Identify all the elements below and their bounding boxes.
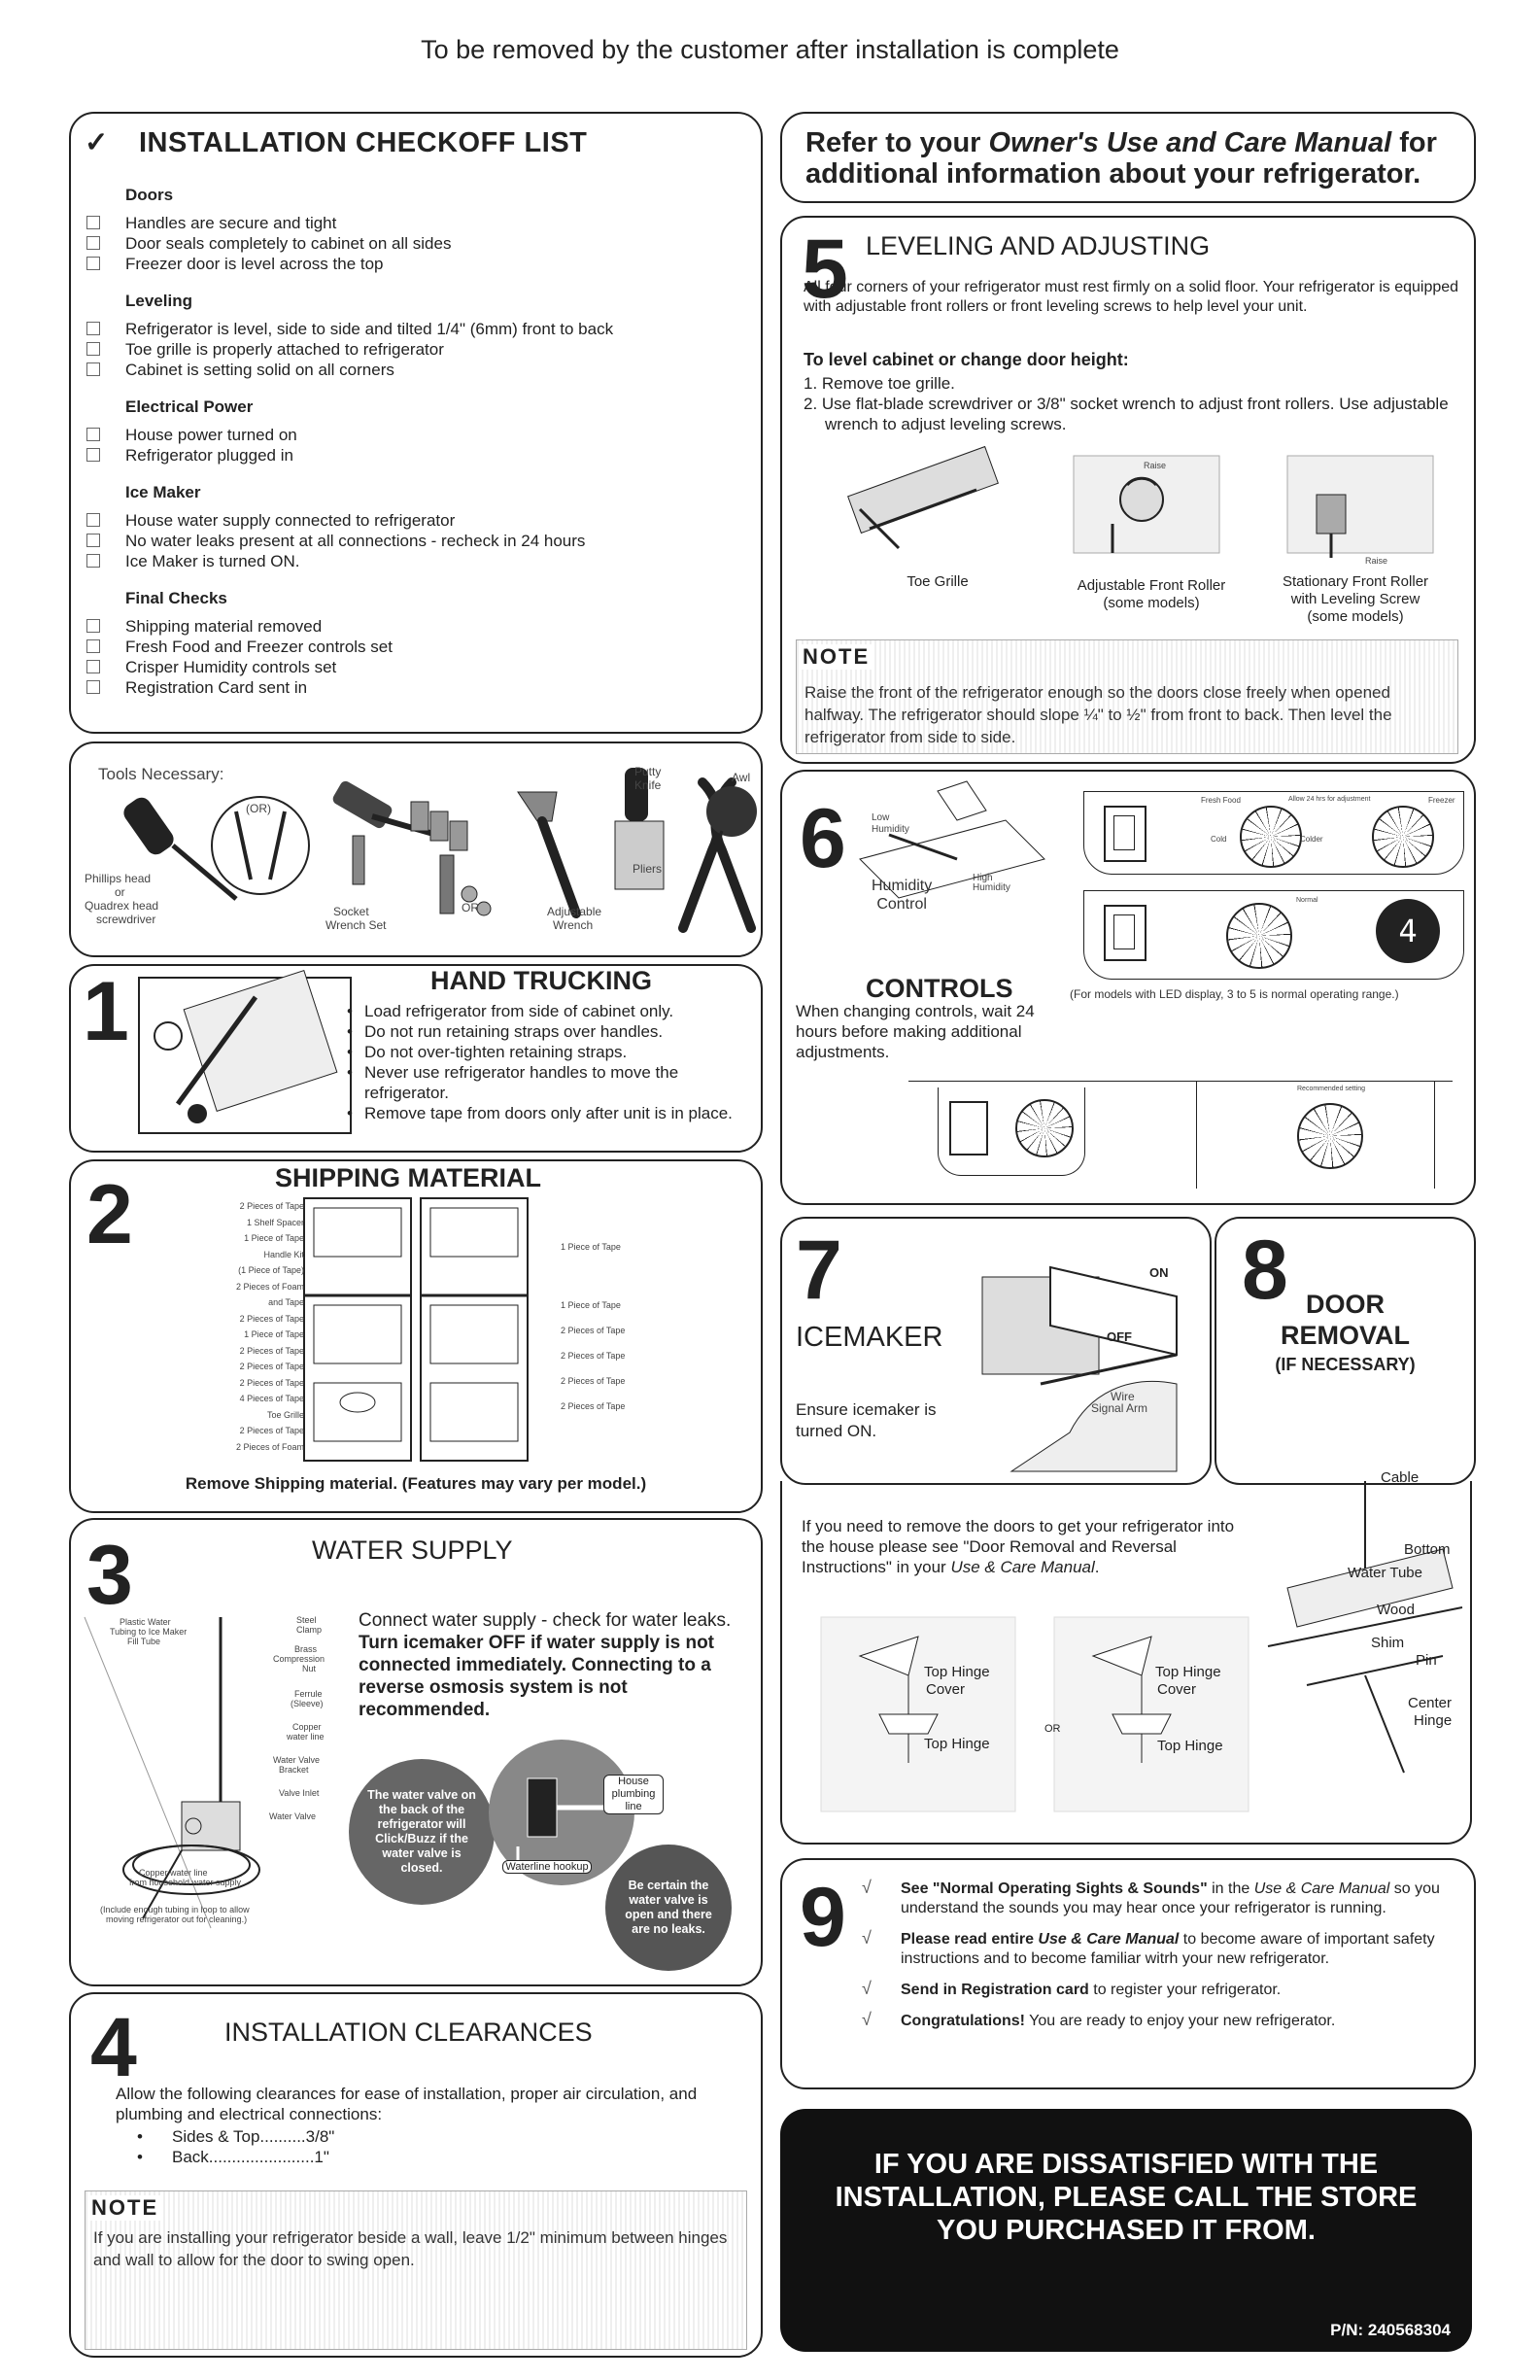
wire-label: Wire — [1111, 1390, 1135, 1403]
checkmark-icon: ✓ — [85, 127, 109, 158]
step2-right-labels — [561, 1239, 706, 1424]
check-icon: √ — [862, 1878, 872, 1897]
freezer-label: Freezer — [1428, 796, 1455, 805]
shipping-label: 2 Pieces of Foam — [235, 1441, 304, 1452]
checkoff-item[interactable] — [86, 213, 747, 233]
cwl-label: Copper water line — [139, 1868, 208, 1878]
ferrule-label-2: (Sleeve) — [291, 1699, 324, 1708]
checkoff-item[interactable] — [86, 233, 747, 254]
wire-label-2: Signal Arm — [1091, 1401, 1148, 1415]
checkoff-item[interactable] — [86, 319, 747, 339]
humidity-control-label — [872, 877, 932, 914]
step1-bullet: • Do not run retaining straps over handles. — [343, 1021, 751, 1042]
header-note: To be removed by the customer after installation is complete — [421, 35, 1119, 64]
checkoff-item[interactable] — [86, 616, 747, 637]
top-hinge-cover-label-1: Top Hinge — [924, 1664, 990, 1680]
top-hinge-cover-illustration-2 — [1054, 1617, 1249, 1811]
refer-panel — [780, 112, 1476, 203]
checkoff-item-label: Registration Card sent in — [125, 678, 308, 697]
shipping-label: 2 Pieces of Tape — [239, 1313, 304, 1324]
raise-label-2: Raise — [1365, 556, 1388, 566]
fresh-food-dial[interactable] — [1240, 806, 1302, 868]
socket-label-2: Wrench Set — [325, 918, 387, 932]
adjustable-roller-caption: Adjustable Front Roller (some models) — [1077, 577, 1226, 611]
section-spacer — [86, 380, 747, 388]
step1-bullet: • Load refrigerator from side of cabinet only. — [343, 1001, 751, 1021]
checkbox[interactable] — [86, 554, 100, 568]
step1-panel — [69, 964, 763, 1153]
top-hinge-cover-label-1b: Cover — [926, 1681, 966, 1698]
tools-title: Tools Necessary: — [98, 765, 224, 783]
step9-item-rest: You are ready to enjoy your new refrigerator. — [1025, 2013, 1336, 2029]
phillips-label: Phillips head — [85, 872, 152, 885]
awl-label: Awl — [732, 771, 751, 784]
checkoff-title: INSTALLATION CHECKOFF LIST — [139, 127, 588, 158]
step5-number: 5 — [802, 223, 848, 316]
step1-bullets — [343, 1001, 751, 1123]
note-label-1: (Include enough tubing in loop to allow — [100, 1905, 250, 1914]
step4-note-text: If you are installing your refrigerator beside a wall, leave 1/2" minimum between hinges and wall to allow for the door to swing open. — [93, 2228, 728, 2269]
step5-note-label: NOTE — [803, 644, 871, 669]
fresh-food-label: Fresh Food — [1201, 796, 1241, 805]
checkoff-item-label: Door seals completely to cabinet on all sides — [125, 234, 452, 253]
step4-note-label: NOTE — [91, 2195, 159, 2220]
checkoff-item-label: House water supply connected to refrigerator — [125, 511, 456, 530]
step4-note — [85, 2190, 747, 2350]
checkoff-item-label: Toe grille is properly attached to refrigerator — [125, 340, 444, 359]
check-icon: √ — [862, 1979, 872, 1998]
checkoff-item-label: Cabinet is setting solid on all corners — [125, 361, 394, 379]
step6-panel — [780, 770, 1476, 1205]
step4-number: 4 — [90, 2001, 137, 2094]
checkoff-section-heading: Leveling — [125, 292, 192, 310]
off-label: OFF — [1107, 1329, 1132, 1344]
step4-panel — [69, 1992, 763, 2358]
step8-text-c: . — [1094, 1558, 1100, 1576]
light-switch-icon-2 — [1104, 905, 1146, 961]
step5-step: 2. Use flat-blade screwdriver or 3/8" socket wrench to adjust front rollers. Use adjustable wrench to adjust leveling screws. — [804, 395, 1449, 433]
control-panel-dual-dial — [1083, 791, 1464, 875]
light-switch-icon — [1104, 806, 1146, 862]
screwdriver-label: screwdriver — [96, 913, 156, 926]
or-label-2: OR — [462, 901, 479, 914]
led-note: (For models with LED display, 3 to 5 is normal operating range.) — [1070, 987, 1399, 1001]
step2-number: 2 — [86, 1168, 133, 1261]
plastic-label-3: Fill Tube — [127, 1637, 161, 1646]
checkbox[interactable] — [86, 680, 100, 694]
checkoff-item-label: Handles are secure and tight — [125, 214, 337, 232]
step8-number: 8 — [1242, 1224, 1288, 1317]
shipping-label: 2 Pieces of Tape — [239, 1345, 304, 1356]
checkoff-item[interactable] — [86, 551, 747, 571]
stationary-roller-caption: Stationary Front Roller with Leveling Screw (some models) — [1282, 573, 1429, 625]
step9-item-bold: See "Normal Operating Sights & Sounds" — [901, 1880, 1208, 1897]
step9-item-rest: to register your refrigerator. — [1088, 1982, 1282, 1998]
checkoff-item[interactable] — [86, 657, 747, 677]
light-switch-icon-3 — [949, 1101, 988, 1156]
brass-label-3: Nut — [302, 1664, 317, 1673]
step9-item-bold: Send in Registration card — [901, 1982, 1089, 1998]
checkoff-item-label: No water leaks present at all connections - recheck in 24 hours — [125, 532, 586, 550]
checkbox[interactable] — [86, 428, 100, 441]
section-spacer — [86, 698, 747, 706]
step2-left-labels — [158, 1198, 304, 1455]
checkoff-item-label: Refrigerator is level, side to side and tilted 1/4" (6mm) front to back — [125, 320, 614, 338]
step3-instructions — [359, 1609, 747, 1721]
checkbox[interactable] — [86, 236, 100, 250]
brass-label: Brass — [294, 1644, 318, 1654]
step6-title: CONTROLS — [866, 974, 1013, 1003]
checkbox[interactable] — [86, 342, 100, 356]
step3-title: WATER SUPPLY — [312, 1535, 513, 1565]
step9-item — [862, 1981, 1454, 2000]
control-label: Control — [876, 896, 927, 913]
check-icon: √ — [862, 2010, 872, 2029]
step8-panel — [1215, 1217, 1476, 1485]
water-tube-label: Water Tube — [1348, 1565, 1422, 1581]
wood-label: Wood — [1377, 1602, 1415, 1618]
step8-title — [1216, 1289, 1474, 1351]
checkbox[interactable] — [86, 322, 100, 335]
waterline-hookup-label: Waterline hookup — [502, 1860, 592, 1874]
brass-label-2: Compression — [273, 1654, 325, 1664]
refer-text — [805, 127, 1466, 190]
checkoff-sections — [86, 176, 747, 706]
raise-label: Raise — [1144, 461, 1167, 470]
checkbox[interactable] — [86, 619, 100, 633]
step5-note-text: Raise the front of the refrigerator enough so the doors close freely when opened halfway. The refrigerator should slope ¼" to ½" from front to back. Then level the refrigerator from side to side. — [804, 683, 1392, 746]
refrigerator-diagram — [304, 1198, 537, 1470]
step9-item — [862, 1880, 1454, 1918]
step9-item-mid: in the — [1207, 1880, 1254, 1897]
step2-caption: Remove Shipping material. (Features may vary per model.) — [185, 1474, 647, 1493]
checkoff-item[interactable] — [86, 425, 747, 445]
checkbox[interactable] — [86, 362, 100, 376]
step1-bullet: • Remove tape from doors only after unit is in place. — [343, 1103, 751, 1123]
center-label: Center — [1408, 1695, 1453, 1711]
shim-label: Shim — [1371, 1635, 1405, 1651]
plastic-label: Plastic Water — [120, 1617, 171, 1627]
shipping-label: 2 Pieces of Foam — [235, 1281, 304, 1292]
shipping-label: and Tape — [268, 1297, 304, 1307]
checkbox[interactable] — [86, 513, 100, 527]
step3-panel — [69, 1518, 763, 1986]
step9-item — [862, 1930, 1454, 1969]
top-hinge-label-2: Top Hinge — [1157, 1738, 1223, 1754]
step4-intro: Allow the following clearances for ease of installation, proper air circulation, and plumbing and electrical connections: — [116, 2085, 698, 2123]
control-panel-single — [908, 1081, 1453, 1190]
step8-text-a: If you need to remove the doors to get your refrigerator into the house please see "Door Removal and Reversal Instructions" in your — [802, 1517, 1235, 1576]
quadrex-label: Quadrex head — [85, 899, 159, 913]
shipping-label: 2 Pieces of Tape — [561, 1351, 626, 1361]
refer-text-manual: Owner's Use and Care Manual — [988, 127, 1392, 158]
shipping-label: 4 Pieces of Tape — [239, 1394, 304, 1403]
or-label-3: or — [115, 885, 125, 899]
step7-title: ICEMAKER — [796, 1322, 943, 1353]
step8-text-manual: Use & Care Manual — [950, 1558, 1095, 1576]
top-hinge-cover-label-2: Top Hinge — [1155, 1664, 1221, 1680]
checkoff-item[interactable] — [86, 339, 747, 360]
putty-label: Putty — [634, 765, 662, 778]
steel-label-2: Clamp — [296, 1625, 323, 1635]
banner-line-1: IF YOU ARE DISSATISFIED WITH THE — [873, 2149, 1379, 2180]
adjustable-roller-figure — [1074, 456, 1219, 563]
valve-open-bubble: Be certain the water valve is open and there are no leaks. — [605, 1845, 732, 1971]
checkbox[interactable] — [86, 448, 100, 462]
step5-steps — [804, 373, 1460, 434]
banner-line-3: YOU PURCHASED IT FROM. — [937, 2215, 1316, 2246]
awl-icon — [693, 773, 761, 899]
step5-title: LEVELING AND ADJUSTING — [866, 231, 1211, 260]
checkbox[interactable] — [86, 534, 100, 547]
step5-panel — [780, 216, 1476, 764]
step7-number: 7 — [796, 1224, 842, 1317]
step9-item-bold: Please read entire — [901, 1931, 1039, 1948]
step1-bullet: • Do not over-tighten retaining straps. — [343, 1042, 751, 1062]
adjustable-label-2: Wrench — [553, 918, 594, 932]
or-label: (OR) — [246, 802, 271, 815]
low-label-2: Humidity — [872, 824, 909, 835]
refer-text-a: Refer to your — [805, 127, 989, 158]
top-hinge-label-1: Top Hinge — [924, 1736, 990, 1752]
step9-item — [862, 2012, 1454, 2031]
steel-label: Steel — [296, 1615, 317, 1625]
refer-text-line2: additional information about your refrigerator. — [805, 158, 1421, 190]
checkoff-item[interactable] — [86, 677, 747, 698]
step5-note — [796, 639, 1458, 754]
control-panel-led — [1083, 890, 1464, 980]
step1-title: HAND TRUCKING — [430, 966, 652, 995]
step1-number: 1 — [83, 965, 129, 1058]
step3-text-bold: Turn icemaker OFF if water supply is not connected immediately. Connecting to a reverse osmosis system is not recommended. — [359, 1633, 715, 1720]
valve-label: Water Valve — [273, 1755, 321, 1765]
low-label: Low — [872, 812, 890, 823]
adjustable-label: Adjustable — [547, 905, 602, 918]
shipping-label: 2 Pieces of Tape — [561, 1401, 626, 1411]
recommended-dial[interactable] — [1297, 1103, 1363, 1169]
checkoff-item[interactable] — [86, 445, 747, 466]
checkoff-item-label: House power turned on — [125, 426, 297, 444]
step2-panel — [69, 1159, 763, 1513]
refer-text-c: for — [1391, 127, 1437, 158]
section-spacer — [86, 571, 747, 579]
copper-label: Copper — [292, 1722, 322, 1732]
step6-text: When changing controls, wait 24 hours before making additional adjustments. — [796, 1002, 1035, 1061]
center-hinge-label: Hinge — [1414, 1712, 1453, 1729]
plastic-label-2: Tubing to Ice Maker — [110, 1627, 188, 1637]
checkbox[interactable] — [86, 216, 100, 229]
banner-line-2: INSTALLATION, PLEASE CALL THE STORE — [835, 2182, 1418, 2213]
checkbox[interactable] — [86, 639, 100, 653]
step9-panel — [780, 1858, 1476, 2089]
note-label-2: moving refrigerator out for cleaning.) — [106, 1914, 248, 1924]
checkoff-item-label: Fresh Food and Freezer controls set — [125, 638, 393, 656]
step1-bullet: • Never use refrigerator handles to move the refrigerator. — [343, 1062, 751, 1103]
step7-text: Ensure icemaker is turned ON. — [796, 1400, 937, 1440]
step4-title: INSTALLATION CLEARANCES — [224, 2018, 593, 2047]
colder-label: Colder — [1300, 835, 1323, 844]
stationary-roller-figure — [1287, 456, 1433, 563]
step8-subtitle: (IF NECESSARY) — [1275, 1355, 1416, 1374]
ferrule-label: Ferrule — [294, 1689, 323, 1699]
step8-title-2: REMOVAL — [1281, 1321, 1410, 1350]
top-hinge-cover-label-2b: Cover — [1157, 1681, 1197, 1698]
shipping-label: 2 Pieces of Tape — [561, 1326, 626, 1335]
step9-item-bold: Congratulations! — [901, 2013, 1025, 2029]
temperature-dial[interactable] — [1226, 903, 1292, 969]
checkoff-item[interactable] — [86, 637, 747, 657]
humidity-label: Humidity — [872, 878, 933, 894]
pliers-label: Pliers — [633, 862, 663, 876]
step9-item-italic: Use & Care Manual — [1253, 1880, 1390, 1897]
inlet-label: Valve Inlet — [279, 1788, 320, 1798]
high-label: High — [973, 873, 993, 883]
copper-label-2: water line — [287, 1732, 325, 1742]
step4-items — [133, 2126, 522, 2167]
checkoff-item[interactable] — [86, 254, 747, 274]
shipping-label: 2 Pieces of Tape — [239, 1377, 304, 1388]
hand-truck-illustration — [139, 978, 353, 1133]
shipping-label: 2 Pieces of Tape — [239, 1201, 304, 1211]
recommended-label: Recommended setting — [1297, 1086, 1366, 1092]
clearance-item: • Sides & Top..........3/8" — [133, 2126, 522, 2147]
part-number: P/N: 240568304 — [1330, 2321, 1451, 2339]
shipping-label: (1 Piece of Tape) — [238, 1265, 304, 1275]
shipping-label: 2 Pieces of Tape — [561, 1376, 626, 1386]
section-spacer — [86, 274, 747, 282]
pin-label: Pin — [1416, 1652, 1437, 1669]
checkoff-section-heading: Doors — [125, 186, 174, 204]
step9-number: 9 — [800, 1871, 846, 1964]
bottom-label: Bottom — [1404, 1541, 1451, 1558]
single-dial[interactable] — [1015, 1099, 1074, 1157]
checkbox[interactable] — [86, 257, 100, 270]
shipping-label: 1 Piece of Tape — [244, 1329, 304, 1339]
checkoff-section-heading: Electrical Power — [125, 397, 254, 416]
step9-item-rest: so you understand the sounds you may hear once your refrigerator is running. — [901, 1880, 1440, 1916]
putty-label-2: Knife — [634, 778, 662, 792]
step8-text — [802, 1516, 1258, 1577]
wvalve-label: Water Valve — [269, 1811, 317, 1821]
section-spacer — [86, 466, 747, 473]
checkoff-section-heading: Ice Maker — [125, 483, 201, 501]
on-label: ON — [1149, 1265, 1169, 1280]
shipping-label: Handle Kit — [263, 1249, 304, 1259]
step3-number: 3 — [86, 1529, 133, 1622]
shipping-label: 2 Pieces of Tape — [239, 1362, 304, 1371]
shipping-label: 1 Piece of Tape — [561, 1300, 621, 1310]
valve-click-bubble: The water valve on the back of the refrigerator will Click/Buzz if the water valve is closed. — [349, 1759, 495, 1905]
checkoff-item-label: Crisper Humidity controls set — [125, 658, 337, 676]
led-display: 4 — [1376, 899, 1440, 963]
checkoff-item[interactable] — [86, 360, 747, 380]
cold-label: Cold — [1211, 835, 1227, 844]
step8-body — [780, 1469, 1472, 1845]
step9-item-rest: to become aware of important safety instructions and to become familiar witrh your new refrigerator. — [901, 1931, 1435, 1967]
high-label-2: Humidity — [973, 882, 1010, 893]
house-plumbing-label: House plumbing line — [603, 1775, 664, 1814]
banner-text — [780, 2148, 1472, 2247]
step2-title: SHIPPING MATERIAL — [275, 1163, 542, 1192]
step3-text-plain: Connect water supply - check for water leaks. — [359, 1610, 732, 1631]
cable-label: Cable — [1381, 1469, 1420, 1486]
socket-label: Socket — [333, 905, 369, 918]
valve-label-2: Bracket — [279, 1765, 309, 1775]
check-icon: √ — [862, 1928, 872, 1948]
checkoff-panel — [69, 112, 763, 734]
tools-panel — [69, 742, 763, 957]
checkoff-item[interactable] — [86, 510, 747, 531]
checkbox[interactable] — [86, 660, 100, 673]
normal-label: Normal — [1296, 897, 1318, 904]
step5-step: 1. Remove toe grille. — [804, 374, 955, 393]
checkoff-item[interactable] — [86, 531, 747, 551]
cwl-label-2: from household water supply — [129, 1878, 242, 1887]
step9-item-bolditalic: Use & Care Manual — [1038, 1931, 1180, 1948]
freezer-dial[interactable] — [1372, 806, 1434, 868]
step5-intro: All four corners of your refrigerator must rest firmly on a solid floor. Your refrigerator is equipped with adjustable front rollers or front leveling screws to help level your unit. — [804, 279, 1459, 315]
checkoff-item-label: Refrigerator plugged in — [125, 446, 293, 465]
step7-panel — [780, 1217, 1212, 1485]
step5-subhead: To level cabinet or change door height: — [804, 350, 1129, 369]
top-hinge-cover-illustration-1 — [821, 1617, 1015, 1811]
allow-label: Allow 24 hrs for adjustment — [1288, 796, 1371, 803]
dissatisfied-banner — [780, 2109, 1472, 2352]
shipping-label: Toe Grille — [266, 1409, 304, 1420]
checkoff-item-label: Freezer door is level across the top — [125, 255, 384, 273]
shipping-label: 1 Piece of Tape — [244, 1233, 304, 1243]
shipping-label: 2 Pieces of Tape — [239, 1426, 304, 1435]
step8-title-1: DOOR — [1306, 1290, 1385, 1319]
checkoff-section-heading: Final Checks — [125, 589, 227, 607]
toe-grille-figure — [840, 451, 1006, 558]
clearance-item: • Back.......................1" — [133, 2147, 522, 2167]
step9-items — [862, 1880, 1454, 2043]
shipping-label: 1 Shelf Spacer — [246, 1217, 304, 1227]
shipping-label: 1 Piece of Tape — [561, 1242, 621, 1252]
checkoff-item-label: Ice Maker is turned ON. — [125, 552, 300, 570]
toe-grille-caption: Toe Grille — [907, 573, 969, 590]
step6-number: 6 — [800, 792, 846, 885]
checkoff-item-label: Shipping material removed — [125, 617, 323, 636]
or-label-4: OR — [1044, 1723, 1061, 1735]
